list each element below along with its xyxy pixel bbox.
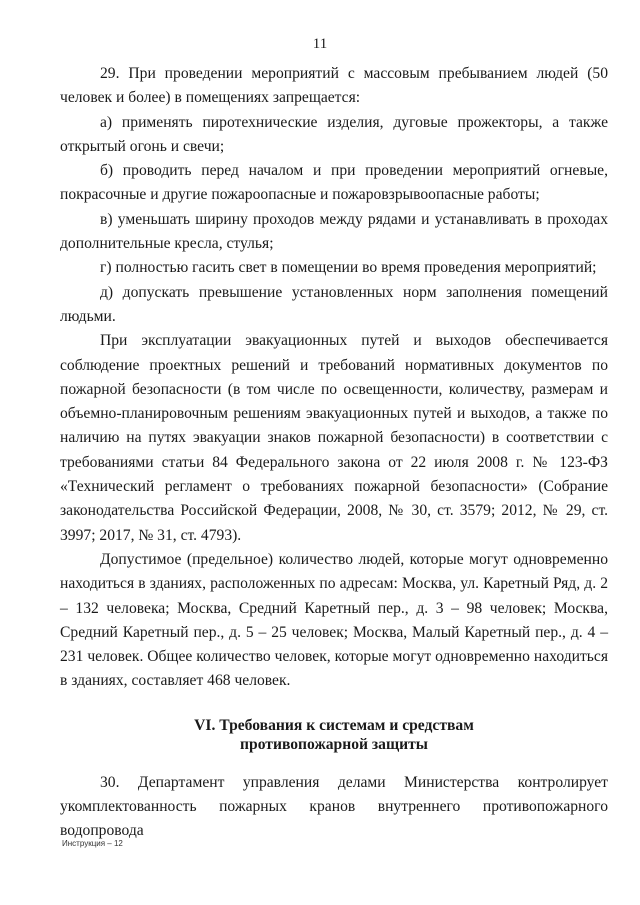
document-body	[60, 62, 608, 844]
item-d: д) допускать превышение установленных норм заполнения помещений людьми.	[60, 283, 608, 325]
item-g: г) полностью гасить свет в помещении во время проведения мероприятий;	[100, 259, 597, 277]
paragraph-29: 29. При проведении мероприятий с массовым пребыванием людей (50 человек и более) в помещениях запрещается:	[60, 65, 608, 107]
item-v: в) уменьшать ширину проходов между рядами и устанавливать в проходах дополнительные кресла, стулья;	[60, 210, 608, 253]
item-b: б) проводить перед началом и при проведении мероприятий огневые, покрасочные и другие пожароопасные и пожаровзрывоопасные работы;	[60, 162, 608, 204]
section-heading-line-1: VI. Требования к системам и средствам	[194, 716, 474, 734]
paragraph-30: 30. Департамент управления делами Министерства контролирует укомплектованность пожарных кранов внутреннего противопожарного водопровода	[60, 773, 608, 840]
paragraph-occupancy: Допустимое (предельное) количество людей, которые могут одновременно находиться в зданиях, расположенных по адресам: Москва, ул. Каретный Ряд, д. 2 – 132 человека; Москва, Средний Каретный пер., д. 3 – 98 человек; Москва, Средний Каретный пер., д. 5 – 25 человек; Москва, Малый Каретный пер., д. 4 – 231 человек. Общее количество человек, которые могут одновременно находиться в зданиях, составляет 468 человек.	[60, 550, 608, 690]
paragraph-evacuation: При эксплуатации эвакуационных путей и выходов обеспечивается соблюдение проектных решений и требований нормативных документов по пожарной безопасности (в том числе по освещенности, количеству, размерам и объемно-планировочным решениям эвакуационных путей и выходов, а также по наличию на путях эвакуации знаков пожарной безопасности) в соответствии с требованиями статьи 84 Федерального закона от 22 июля 2008 г. № 123-ФЗ «Технический регламент о требованиях пожарной безопасности» (Собрание законодательства Российской Федерации, 2008, № 30, ст. 3579; 2012, № 29, ст. 3997; 2017, № 31, ст. 4793).	[60, 332, 608, 544]
page-number: 11	[312, 36, 328, 52]
section-heading	[60, 716, 608, 754]
section-heading-line-2: противопожарной защиты	[240, 735, 428, 753]
footer-label: Инструкция – 12	[62, 839, 123, 848]
item-a: а) применять пиротехнические изделия, дуговые прожекторы, а также открытый огонь и свечи;	[60, 113, 608, 155]
